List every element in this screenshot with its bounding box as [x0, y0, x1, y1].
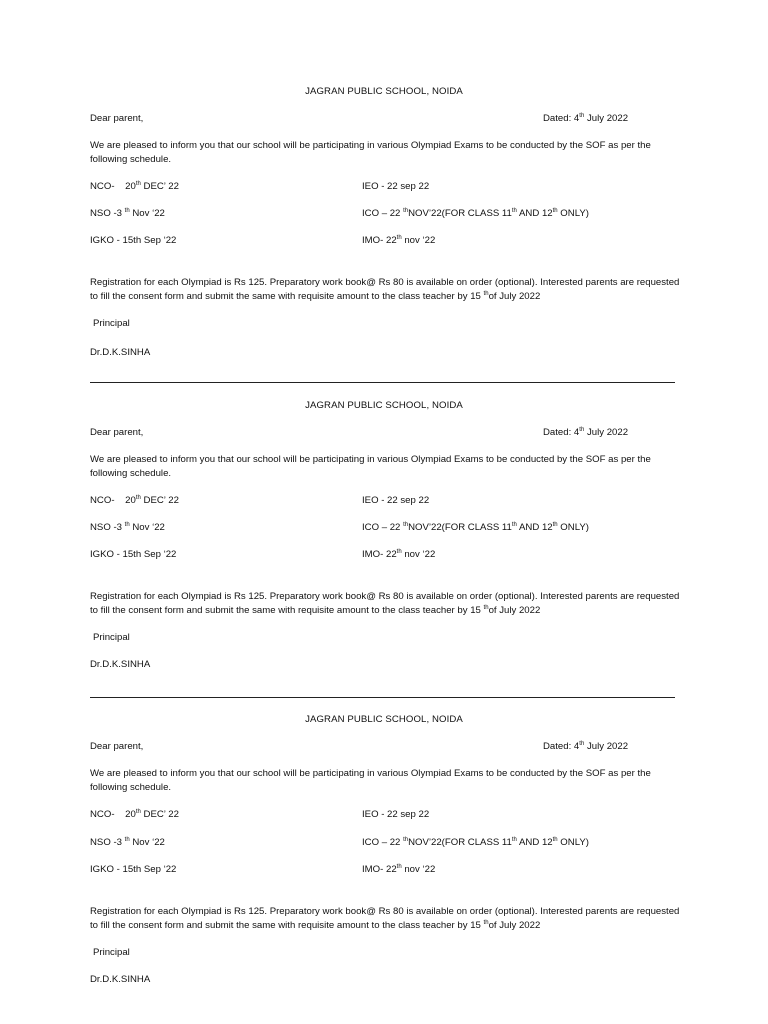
registration-paragraph: Registration for each Olympiad is Rs 125. Preparatory work book@ Rs 80 is available on order (optional). Interested parents are requested to fill the consent form and submit the same with requisite amount to the class teacher by 15 $^{th}$of July 2022 [90, 906, 680, 931]
schedule-ico: ICO – 22 $^{th}$NOV’22(FOR CLASS 11th AND 12th ONLY) [362, 837, 589, 848]
schedule-imo: IMO- 22th nov ‘22 [362, 235, 436, 246]
registration-paragraph: Registration for each Olympiad is Rs 125. Preparatory work book@ Rs 80 is available on order (optional). Interested parents are requested to fill the consent form and submit the same with requisite amount to the class teacher by 15 $^{th}$of July 2022 [90, 277, 680, 302]
schedule-nco: NCO- 20th DEC’ 22 [90, 181, 179, 192]
schedule-imo: IMO- 22th nov ‘22 [362, 864, 436, 875]
salutation: Dear parent, [90, 113, 144, 124]
school-title: JAGRAN PUBLIC SCHOOL, NOIDA [305, 86, 463, 97]
schedule-ico: ICO – 22 $^{th}$NOV’22(FOR CLASS 11th AND 12th ONLY) [362, 208, 589, 219]
schedule-ieo: IEO - 22 sep 22 [362, 181, 430, 192]
schedule-igko: IGKO - 15th Sep ‘22 [90, 549, 177, 560]
schedule-nco: NCO- 20th DEC’ 22 [90, 495, 179, 506]
intro-paragraph: We are pleased to inform you that our school will be participating in various Olympiad Exams to be conducted by the SOF as per the following schedule. [90, 768, 651, 793]
intro-paragraph: We are pleased to inform you that our school will be participating in various Olympiad Exams to be conducted by the SOF as per the following schedule. [90, 454, 651, 479]
schedule-nso: NSO -3 $^{th}$ Nov ‘22 [90, 837, 165, 848]
intro-paragraph: We are pleased to inform you that our school will be participating in various Olympiad Exams to be conducted by the SOF as per the following schedule. [90, 140, 651, 165]
schedule-ico: ICO – 22 $^{th}$NOV’22(FOR CLASS 11th AND 12th ONLY) [362, 522, 589, 533]
date-line: Dated: 4th July 2022 [543, 113, 629, 124]
salutation: Dear parent, [90, 741, 144, 752]
schedule-ieo: IEO - 22 sep 22 [362, 809, 430, 820]
schedule-igko: IGKO - 15th Sep ‘22 [90, 235, 177, 246]
signoff-name: Dr.D.K.SINHA [90, 974, 151, 985]
notice-1 [90, 86, 678, 386]
notice-2 [90, 400, 678, 700]
schedule-ieo: IEO - 22 sep 22 [362, 495, 430, 506]
signoff-name: Dr.D.K.SINHA [90, 659, 151, 670]
signoff-title: Principal [93, 318, 130, 329]
schedule-nso: NSO -3 $^{th}$ Nov ‘22 [90, 522, 165, 533]
cut-line-2 [90, 697, 675, 698]
school-title: JAGRAN PUBLIC SCHOOL, NOIDA [305, 714, 463, 725]
schedule-nco: NCO- 20th DEC’ 22 [90, 809, 179, 820]
notice-3 [90, 714, 678, 1014]
schedule-imo: IMO- 22th nov ‘22 [362, 549, 436, 560]
schedule-nso: NSO -3 $^{th}$ Nov ‘22 [90, 208, 165, 219]
cut-line-1 [90, 382, 675, 383]
date-line: Dated: 4th July 2022 [543, 741, 629, 752]
signoff-title: Principal [93, 632, 130, 643]
signoff-name: Dr.D.K.SINHA [90, 347, 151, 358]
school-title: JAGRAN PUBLIC SCHOOL, NOIDA [305, 400, 463, 411]
date-line: Dated: 4th July 2022 [543, 427, 629, 438]
salutation: Dear parent, [90, 427, 144, 438]
registration-paragraph: Registration for each Olympiad is Rs 125. Preparatory work book@ Rs 80 is available on order (optional). Interested parents are requested to fill the consent form and submit the same with requisite amount to the class teacher by 15 $^{th}$of July 2022 [90, 591, 680, 616]
signoff-title: Principal [93, 947, 130, 958]
schedule-igko: IGKO - 15th Sep ‘22 [90, 864, 177, 875]
